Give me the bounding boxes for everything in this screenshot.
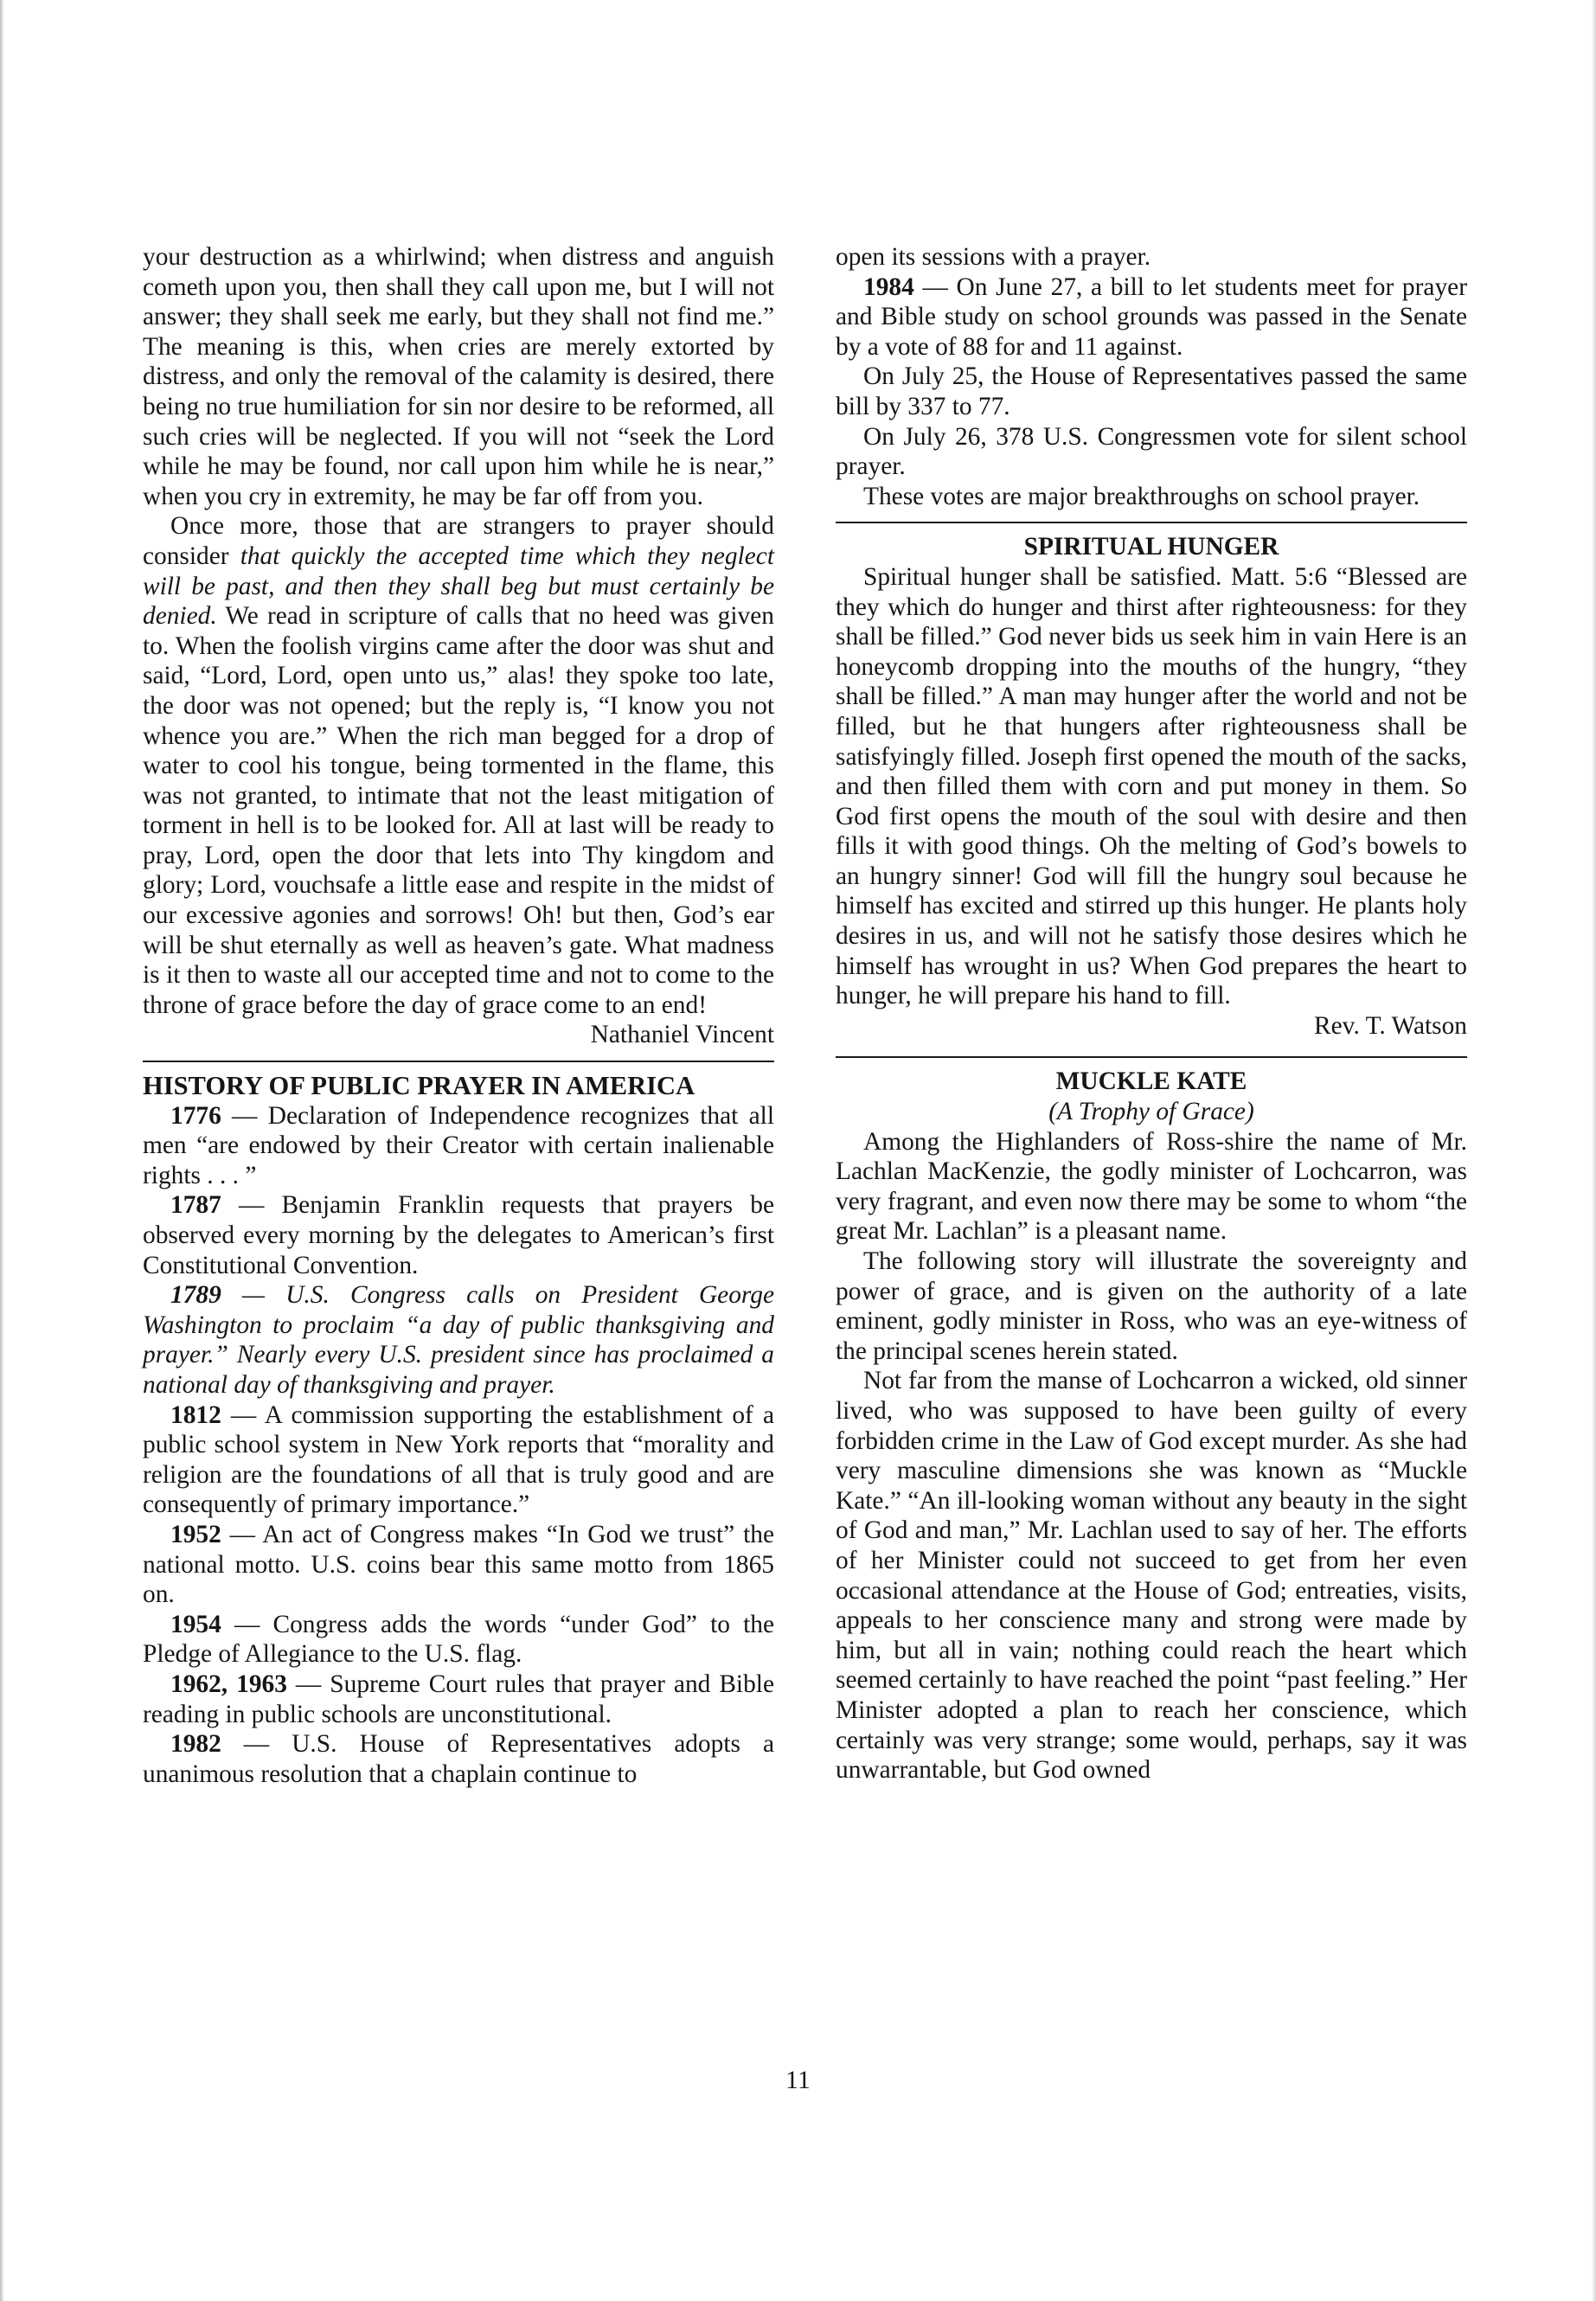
emphasis-text: that quickly the accepted time which they neglect will be past, and then they shall beg but must certainly be denied.: [143, 542, 774, 631]
paragraph-text: We read in scripture of calls that no heed was given to. When the foolish virgins came after the door was shut and said, “Lord, Lord, open unto us,” alas! they spoke too late, the door was not opened; but the reply is, “I know you not whence you are.” When the rich man begged for a drop of water to cool his tongue, being tormented in the flame, this was not granted, to intimate that not the least mitigation of torment in hell is to be looked for. All at last will be ready to pray, Lord, open the door that lets into Thy kingdom and glory; Lord, vouchsafe a little ease and respite in the midst of our excessive agonies and sorrows! Oh! but then, God’s ear will be shut eternally as well as heaven’s gate. What madness is it then to waste all our accepted time and not to come to the throne of grace before the day of grace come to an end!: [143, 602, 774, 1019]
paragraph-sessions: open its sessions with a prayer.: [836, 243, 1151, 271]
paragraph-breakthroughs: These votes are major breakthroughs on school prayer.: [863, 482, 1420, 510]
paragraph-destruction: your destruction as a whirlwind; when distress and anguish cometh upon you, then shall they call upon me, but I will not answer; they shall seek me early, but they shall not find me.” The meaning is this, when cries are merely extorted by distress, and only the removal of the calamity is desired, there being no true humiliation for sin nor desire to be reformed, all such cries will be neglected. If you will not “seek the Lord while he may be found, nor call upon him while he is near,” when you cry in extremity, he may be far off from you.: [143, 243, 774, 510]
history-year: 1982: [170, 1730, 221, 1759]
paragraph-text: Once more, those that are strangers to prayer should consider: [143, 512, 774, 570]
history-year: 1789: [170, 1281, 221, 1310]
history-item-1789: [143, 1280, 774, 1400]
paragraph-muckle-kate: Not far from the manse of Lochcarron a wicked, old sinner lived, who was supposed to have been guilty of every forbidden crime in the Law of God except murder. As she had very masculine dimensions she was known as “Muckle Kate.” “An ill-looking woman without any beauty in the sight of God and man,” Mr. Lachlan used to say of her. The efforts of her Minister could not succeed to get from her even occasional attendance at the House of God; entreaties, visits, appeals to her conscience many and strong were made by him, but all in vain; nothing could reach the heart which seemed certainly to have reached the point “past feeling.” Her Minister adopted a plan to reach her conscience, which certainly was very strange; some would, perhaps, say it was unwarrantable, but God owned: [836, 1367, 1467, 1785]
history-year: 1952: [170, 1520, 221, 1548]
history-text: — A commission supporting the establishment of a public school system in New York reports that “morality and religion are the foundations of all that is truly good and are consequently of primary importance.”: [143, 1400, 774, 1519]
history-item: [143, 1520, 774, 1610]
left-column: [143, 242, 774, 1789]
history-text: — Supreme Court rules that prayer and Bible reading in public schools are unconstitutional.: [143, 1670, 774, 1728]
history-item-1984: [836, 272, 1467, 362]
signature-nathaniel-vincent: Nathaniel Vincent: [590, 1021, 774, 1049]
history-year: 1984: [863, 272, 914, 301]
muckle-kate-subheading: (A Trophy of Grace): [1048, 1098, 1254, 1126]
history-year: 1962, 1963: [170, 1670, 287, 1698]
history-year: 1787: [170, 1191, 221, 1220]
scan-edge-right: [1592, 0, 1596, 2301]
history-year: 1812: [170, 1400, 221, 1429]
history-text: — U.S. House of Representatives adopts a unanimous resolution that a chaplain continue to: [143, 1730, 774, 1788]
history-item: [143, 1101, 774, 1191]
right-column: [836, 242, 1467, 1785]
history-text: — U.S. Congress calls on President George Washington to proclaim “a day of public thanksgiving and prayer.” Nearly every U.S. president since has proclaimed a national day of thanksgiving and prayer.: [143, 1281, 774, 1399]
signature-watson: Rev. T. Watson: [1314, 1011, 1467, 1040]
spiritual-hunger-heading: SPIRITUAL HUNGER: [1023, 533, 1279, 561]
paragraph-spiritual-hunger: Spiritual hunger shall be satisfied. Matt. 5:6 “Blessed are they which do hunger and thirst after righteousness: for they shall be filled.” God never bids us seek him in vain Here is an honeycomb dropping into the mouths of the hungry, “they shall be filled.” A man may hunger after the world and not be filled, but he that hungers after righteousness shall be satisfyingly filled. Joseph first opened the mouth of the sacks, and then filled them with corn and put money in them. So God first opens the mouth of the soul with desire and then fills it with good things. Oh the melting of God’s bowels to an hungry sinner! God will fill the hungry soul because he himself has excited and stirred up this hunger. He plants holy desires in us, and will not he satisfy those desires which he himself has wrought in us? When God prepares the heart to hunger, he will prepare his hand to fill.: [836, 562, 1467, 1010]
page-number: 11: [785, 2066, 811, 2094]
section-divider: [836, 1056, 1467, 1058]
history-text: — On June 27, a bill to let students meet for prayer and Bible study on school grounds was passed in the Senate by a vote of 88 for and 11 against.: [836, 272, 1467, 361]
history-text: — An act of Congress makes “In God we trust” the national motto. U.S. coins bear this same motto from 1865 on.: [143, 1520, 774, 1609]
paragraph-july-26: On July 26, 378 U.S. Congressmen vote for silent school prayer.: [836, 422, 1467, 481]
history-item: [143, 1190, 774, 1280]
history-item: [143, 1610, 774, 1670]
history-year: 1776: [170, 1101, 221, 1130]
muckle-kate-heading: MUCKLE KATE: [1055, 1067, 1247, 1096]
scan-edge-left: [0, 0, 4, 2301]
history-item: [143, 1400, 774, 1520]
history-text: — Congress adds the words “under God” to the Pledge of Allegiance to the U.S. flag.: [143, 1610, 774, 1669]
paragraph-lachlan: Among the Highlanders of Ross-shire the name of Mr. Lachlan MacKenzie, the godly minister of Lochcarron, was very fragrant, and even now there may be some to whom “the great Mr. Lachlan” is a pleasant name.: [836, 1127, 1467, 1246]
history-year: 1954: [170, 1610, 221, 1638]
history-item: [143, 1729, 774, 1789]
paragraph-july-25: On July 25, the House of Representatives passed the same bill by 337 to 77.: [836, 362, 1467, 420]
history-heading: HISTORY OF PUBLIC PRAYER IN AMERICA: [143, 1071, 695, 1101]
paragraph-following-story: The following story will illustrate the sovereignty and power of grace, and is given on the authority of a late eminent, godly minister in Ross, who was an eye-witness of the principal scenes herein stated.: [836, 1247, 1467, 1365]
section-divider: [143, 1061, 774, 1062]
history-text: — Declaration of Independence recognizes that all men “are endowed by their Creator with certain inalienable rights . . . ”: [143, 1101, 774, 1189]
paragraph-strangers-to-prayer: [143, 511, 774, 1020]
section-divider: [836, 522, 1467, 523]
history-text: — Benjamin Franklin requests that prayers be observed every morning by the delegates to American’s first Constitutional Convention.: [143, 1191, 774, 1279]
history-item: [143, 1670, 774, 1729]
